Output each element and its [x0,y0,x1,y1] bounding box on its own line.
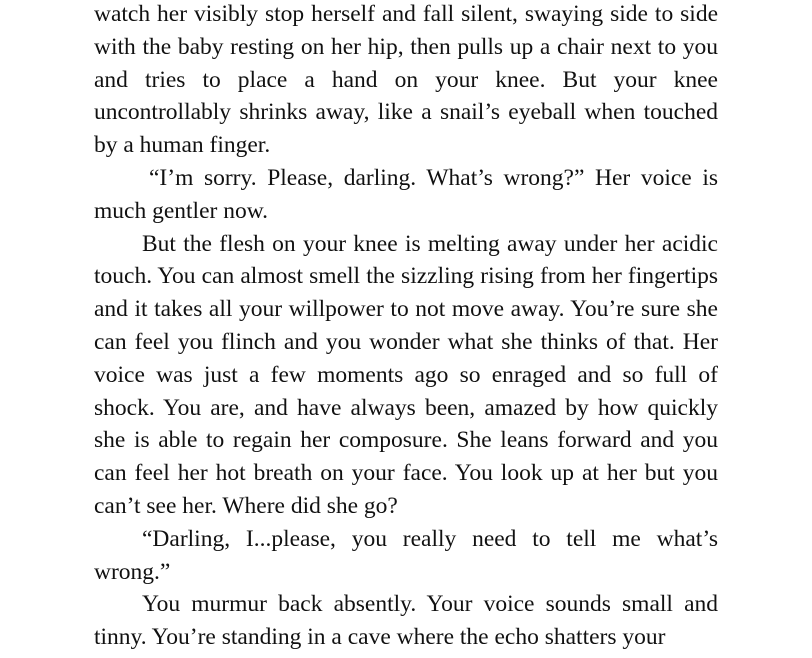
paragraph-1: watch her visibly stop herself and fall silent, swaying side to side with the baby resting on her hip, then pulls up a chair next to you and tries to place a hand on your knee. But your knee uncontrollably shrinks away, like a snail’s eyeball when touched by a human finger. [94,1,718,159]
paragraph-5: You murmur back absently. Your voice sounds small and tinny. You’re standing in a cave where the echo shatters your [94,591,718,651]
paragraph-2: “I’m sorry. Please, darling. What’s wrong?” Her voice is much gentler now. [94,164,718,224]
document-page [94,0,718,654]
paragraph-4: “Darling, I...please, you really need to tell me what’s wrong.” [94,525,718,585]
paragraph-3: But the flesh on your knee is melting away under her acidic touch. You can almost smell the sizzling rising from her fingertips and it takes all your willpower to not move away. You’re sure she can feel you flinch and you wonder what she thinks of that. Her voice was just a few moments ago so enraged and so full of shock. You are, and have always been, amazed by how quickly she is able to regain her composure. She leans forward and you can feel her hot breath on your face. You look up at her but you can’t see her. Where did she go? [94,230,718,519]
